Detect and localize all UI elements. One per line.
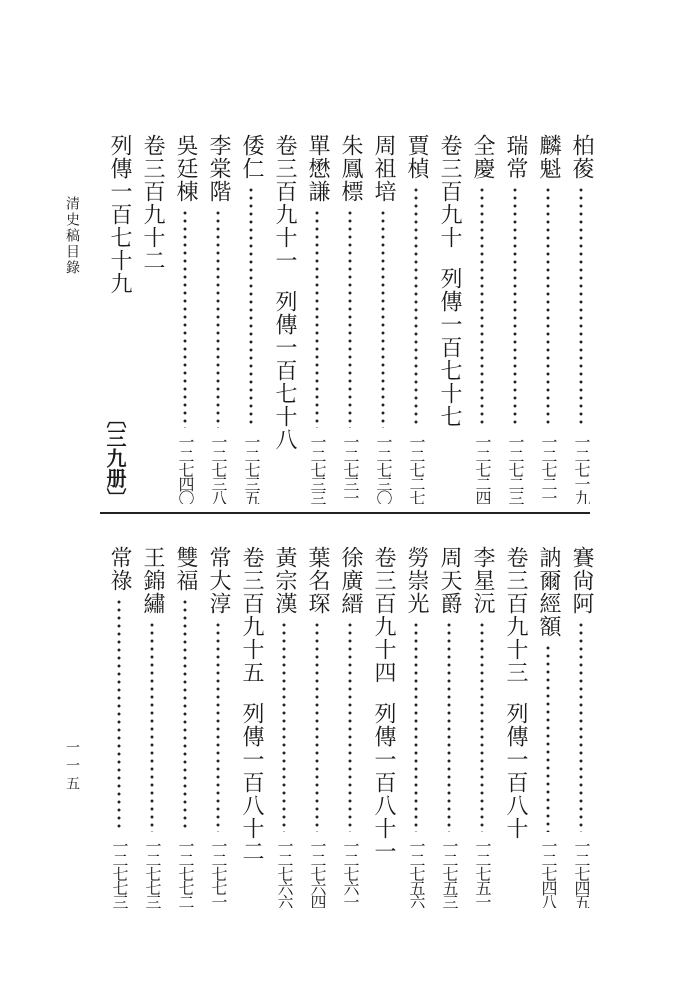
entry-name: 倭仁 (239, 134, 264, 180)
juan-number: 卷三百九十 (437, 134, 462, 249)
page-number: 一一五 (64, 740, 80, 794)
entry-name: 周天爵 (437, 546, 462, 615)
toc-entry[interactable] (236, 134, 266, 504)
dot-leader (170, 598, 200, 832)
entry-page: 一二七五一 (473, 838, 492, 908)
toc-entry[interactable] (203, 134, 233, 504)
entry-page: 一二七七一 (209, 838, 228, 908)
entry-name: 周祖培 (371, 134, 396, 203)
entry-name: 吳廷棟 (173, 134, 198, 203)
entry-name: 常祿 (107, 546, 132, 592)
dot-leader (170, 209, 200, 428)
entry-name: 全慶 (470, 134, 495, 180)
entry-name: 雙福 (173, 546, 198, 592)
dot-leader (401, 186, 431, 428)
zhuan-number: 列傳一百八十二 (239, 702, 264, 863)
toc-entry[interactable] (368, 134, 398, 504)
toc-entry[interactable] (170, 546, 200, 908)
toc-entry[interactable] (500, 134, 530, 504)
entry-page: 一二七七三 (110, 838, 129, 908)
entry-page: 一二七三八 (209, 434, 228, 504)
chapter-heading (434, 134, 464, 504)
dot-leader (500, 186, 530, 428)
entry-page: 一二七一九 (572, 434, 591, 504)
zhuan-number: 列傳一百八十一 (371, 702, 396, 863)
entry-name: 葉名琛 (305, 546, 330, 615)
chapter-heading (500, 546, 530, 908)
toc-entry[interactable] (137, 546, 167, 908)
entry-name: 訥爾經額 (536, 546, 561, 638)
entry-page: 一二七七二 (176, 838, 195, 908)
toc-entry[interactable] (401, 546, 431, 908)
dot-leader (302, 621, 332, 832)
dot-leader (533, 644, 563, 832)
entry-name: 王錦繡 (140, 546, 165, 615)
dot-leader (467, 186, 497, 428)
dot-leader (302, 209, 332, 428)
toc-entry[interactable] (566, 134, 596, 504)
toc-entry[interactable] (467, 546, 497, 908)
dot-leader (566, 621, 596, 832)
juan-number: 列傳一百七十九 (107, 134, 132, 295)
chapter-heading (269, 134, 299, 504)
toc-entry[interactable] (533, 546, 563, 908)
juan-number: 卷三百九十五 (239, 546, 264, 684)
dot-leader (137, 621, 167, 832)
toc-entry[interactable] (533, 134, 563, 504)
entry-page: 一二七三〇 (374, 434, 393, 504)
toc-entry[interactable] (302, 546, 332, 908)
juan-number: 卷三百九十三 (503, 546, 528, 684)
dot-leader (104, 598, 134, 832)
dot-leader (434, 621, 464, 832)
entry-name: 麟魁 (536, 134, 561, 180)
dot-leader (203, 209, 233, 428)
dot-leader (566, 186, 596, 428)
toc-entry[interactable] (467, 134, 497, 504)
entry-page: 一二七二七 (407, 434, 426, 504)
entry-page: 一二七六六 (275, 838, 294, 908)
dot-leader (467, 621, 497, 832)
entry-name: 常大淳 (206, 546, 231, 615)
entry-name: 朱鳳標 (338, 134, 363, 203)
entry-name: 賈楨 (404, 134, 429, 180)
chapter-heading (368, 546, 398, 908)
toc-entry[interactable] (302, 134, 332, 504)
dot-leader (236, 186, 266, 428)
dot-leader (335, 209, 365, 428)
entry-page: 一二七七三 (143, 838, 162, 908)
entry-name: 賽尙阿 (569, 546, 594, 615)
entry-page: 一二七三五 (242, 434, 261, 504)
juan-number: 卷三百九十一 (272, 134, 297, 272)
entry-page: 一二七二三 (506, 434, 525, 504)
toc-entry[interactable] (203, 546, 233, 908)
juan-number: 卷三百九十四 (371, 546, 396, 684)
entry-name: 李星沅 (470, 546, 495, 615)
entry-name: 勞崇光 (404, 546, 429, 615)
entry-name: 瑞常 (503, 134, 528, 180)
toc-entry[interactable] (401, 134, 431, 504)
entry-name: 柏葰 (569, 134, 594, 180)
toc-entry[interactable] (335, 134, 365, 504)
entry-name: 李棠階 (206, 134, 231, 203)
entry-page: 一二七二四 (473, 434, 492, 504)
entry-page: 一二七六四 (308, 838, 327, 908)
chapter-heading (137, 134, 167, 504)
entry-page: 一二七四五 (572, 838, 591, 908)
dot-leader (401, 621, 431, 832)
volume-marker: 〔三九册〕 (103, 408, 127, 508)
toc-entry[interactable] (269, 546, 299, 908)
entry-name: 黃宗漢 (272, 546, 297, 615)
entry-page: 一二七二一 (539, 434, 558, 504)
chapter-heading (104, 134, 134, 504)
dot-leader (269, 621, 299, 832)
zhuan-number: 列傳一百八十 (503, 702, 528, 840)
entry-page: 一二七五六 (407, 838, 426, 908)
section-divider (100, 512, 590, 514)
entry-name: 單懋謙 (305, 134, 330, 203)
toc-entry[interactable] (170, 134, 200, 504)
entry-name: 徐廣縉 (338, 546, 363, 615)
toc-entry[interactable] (566, 546, 596, 908)
toc-entry[interactable] (335, 546, 365, 908)
zhuan-number: 列傳一百七十七 (437, 267, 462, 428)
entry-page: 一二七四〇 (176, 434, 195, 504)
entry-page: 一二七五三 (440, 838, 459, 908)
toc-entry[interactable] (104, 546, 134, 908)
dot-leader (368, 209, 398, 428)
entry-page: 一二七三三 (308, 434, 327, 504)
dot-leader (533, 186, 563, 428)
dot-leader (203, 621, 233, 832)
toc-entry[interactable] (434, 546, 464, 908)
running-title: 清史稿目錄 (64, 196, 80, 276)
entry-page: 一二七三一 (341, 434, 360, 504)
dot-leader (335, 621, 365, 832)
chapter-heading (236, 546, 266, 908)
entry-page: 一二七四八 (539, 838, 558, 908)
zhuan-number: 列傳一百七十八 (272, 290, 297, 451)
entry-page: 一二七六一 (341, 838, 360, 908)
juan-number: 卷三百九十二 (140, 134, 165, 272)
